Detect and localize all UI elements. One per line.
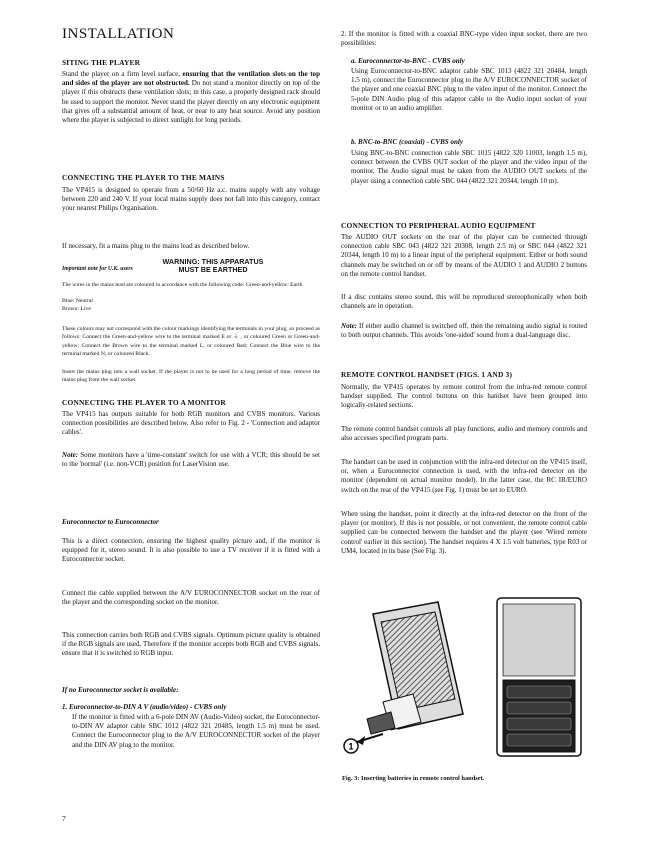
audio-note <box>341 322 587 340</box>
uk-note: Important note for U.K. users <box>62 266 133 272</box>
battery-figure <box>343 594 590 760</box>
siting-body-text-1: Stand the player on a firm level surface, <box>62 70 181 78</box>
wire-blue: Blue: Neutral <box>62 298 93 304</box>
option-a-title: a. Euroconnector-to-BNC - CVBS only <box>351 57 465 65</box>
page-title: INSTALLATION <box>62 26 175 42</box>
audio-note-label: Note: <box>341 322 358 330</box>
option-b-title: b. BNC-to-BNC (coaxial) - CVBS only <box>351 138 463 146</box>
handset-left <box>357 602 463 745</box>
figure-caption: Fig. 3: Inserting batteries in remote control handset. <box>342 775 485 782</box>
remote-heading: REMOTE CONTROL HANDSET (FIGS. 1 AND 3) <box>341 370 513 379</box>
euro-heading: Euroconnector to Euroconnector <box>62 518 159 526</box>
warning-earthed <box>153 258 273 273</box>
warning-line-1: WARNING: THIS APPARATUS <box>162 257 264 266</box>
item2-body: 2. If the monitor is fitted with a coaxial BNC-type video input socket, there are two possibilities: <box>341 30 587 48</box>
siting-body-bold: ensuring that the ventilation slots on the top and sides of the player are not obstructed. <box>62 70 320 88</box>
option-a-body: Using Euroconnector-to-BNC adaptor cable SBC 1013 (4822 321 20484, length 1.5 m), connect the Euroconnector plug to the A/V EUROCONNECTOR socket of the player and one coaxial BNC plug to the video input of the monitor. Connect the 5-pole DIN Audio plug of this adaptor cable to the Audio input socket of your monitor or to an audio amplifier. <box>351 67 587 112</box>
wire-brown: Brown: Live <box>62 306 91 312</box>
audio-heading: CONNECTION TO PERIPHERAL AUDIO EQUIPMENT <box>341 221 536 230</box>
monitor-body: The VP415 has outputs suitable for both RGB monitors and CVBS monitors. Various connection possibilities are described below. Also refer to Fig. 2 - 'Connection and adaptor cables'. <box>62 410 320 437</box>
mains-plug-text: If necessary, fit a mains plug to the mains lead as described below. <box>62 242 250 250</box>
mains-body: The VP415 is designed to operate from a 50/60 Hz a.c. mains supply with any voltage between 220 and 240 V. If your local mains supply does not fall into this category, contact your nearest Philips Organisation. <box>62 186 320 213</box>
rgb-body: This connection carries both RGB and CVBS signals. Optimum picture quality is obtained if the RGB signals are used. Therefore if the monitor accepts both RGB and CVBS signals, ensure that it is switched to RGB input. <box>62 631 320 658</box>
audio-note-body: If either audio channel is switched off, then the remaining audio signal is routed to both output channels. This avoids 'one-sided' sound from a dual-language disc. <box>341 322 587 340</box>
remote-body-3: When using the handset, point it directly at the infra-red detector on the front of the player (or monitor). If this is not possible, or not convenient, the remote control cable supplied can be connected between the handset and the player (see 'Wired remote control' earlier in this section). The handset requires 4 X 1.5 volt batteries, type R03 or UM4, located in its base (See Fig. 3). <box>341 510 587 555</box>
warning-line-2: MUST BE EARTHED <box>178 264 248 274</box>
no-euro-heading: If no Euroconnector socket is available: <box>62 686 179 694</box>
option-b-body: Using BNC-to-BNC connection cable SBC 1015 (4822 320 11003, length 1.5 m), connect between the CVBS OUT socket of the player and the video input of the monitor. The Audio signal must be taken from the AUDIO OUT sockets of the player using a connection cable SBC 044 (4822 321 20344, length 10 m). <box>351 149 587 185</box>
note-label: Note: <box>62 451 79 459</box>
item1-body: If the monitor is fitted with a 6-pole DIN AV (Audio-Video) socket, the Euroconnector-to-DIN AV adaptor cable SBC 1012 (4822 321 20485, length 1.5 m) must be used. Connect the Euroconnector plug to the A/V EUROCONNECTOR socket of the player and the DIN AV plug to the monitor. <box>72 713 320 749</box>
wires-body: The wires in the mains lead are coloured in accordance with the following code: Green-and-yellow: Earth <box>62 282 303 288</box>
mains-heading: CONNECTING THE PLAYER TO THE MAINS <box>62 173 225 182</box>
monitor-heading: CONNECTING THE PLAYER TO A MONITOR <box>62 398 226 407</box>
page-number: 7 <box>62 814 66 823</box>
insert-body: Insert the mains plug into a wall socket. If the player is not to be used for a long period of time, remove the mains plug from the wall socket. <box>62 369 320 384</box>
remote-body-2: The handset can be used in conjunction with the infra-red detector on the VP415 itself, or, when a Euroconnector connection is used, with the infra-red detector on the monitor (dependent on actual monitor model). In the latter case, the RC IR/EURO switch on the rear of the VP415 (see Fig. 1) must be set to EURO. <box>341 458 587 494</box>
siting-body-text-2: Do not stand a monitor directly on top of the player if this obstructs these ventilation slots; in this case, a properly designed rack should be used to support the monitor. Never stand the player directly on any electronic equipment that gives off a substantial amount of heat, or near to any heat source. Avoid any position where the player is subjected to direct sunlight for long periods. <box>62 79 320 125</box>
colours-body: These colours may not correspond with the colour markings identifying the terminals in your plug, so proceed as follows: Connect the Green-and-yellow wire to the terminal marked E or ⏚ , or coloured Green or Green-and-yellow; Connect the Brown wire to the terminal marked L, or coloured Red; Connect the Blue wire to the terminal marked N, or coloured Black. <box>62 326 320 357</box>
battery-illustration <box>343 594 590 760</box>
siting-body <box>62 70 320 125</box>
remote-body: Normally, the VP415 operates by remote control from the infra-red remote control handset supplied. The control buttons on this handset have been grouped into logically-related sections. <box>341 383 587 410</box>
audio-body: The AUDIO OUT sockets on the rear of the player can be connected through connection cable SBC 043 (4822 321 20308, length 2.5 m) or SBC 044 (4822 321 20344, length 10 m) to a linear input of the peripheral equipment. Either or both sound channels may be switched on or off by means of the AUDIO 1 and AUDIO 2 buttons on the remote control handset. <box>341 233 587 278</box>
item1-title: 1. Euroconnector-to-DIN A V (audio/video) - CVBS only <box>62 703 227 711</box>
remote-functions: The remote control handset controls all play functions, audio and memory controls and also accesses specified program parts. <box>341 425 587 443</box>
callout-1 <box>344 739 358 753</box>
euro-body: This is a direct connection, ensuring the highest quality picture and, if the monitor is equipped for it, stereo sound. It is also possible to use a TV receiver if it is fitted with a Euroconnector socket. <box>62 537 320 564</box>
handset-right <box>497 598 581 756</box>
callout-1-label: 1 <box>348 741 354 752</box>
note-paragraph <box>62 451 320 469</box>
note-body: Some monitors have a 'time-constant' switch for use with a VCR; this should be set to the 'normal' (i.e. non-VCR) position for LaserVision use. <box>62 451 320 469</box>
stereo-body: If a disc contains stereo sound, this will be reproduced stereophonically when both channels are in operation. <box>341 293 587 311</box>
siting-heading: SITING THE PLAYER <box>62 58 141 67</box>
connect-body: Connect the cable supplied between the A/V EUROCONNECTOR socket on the rear of the player and the corresponding socket on the monitor. <box>62 589 320 607</box>
